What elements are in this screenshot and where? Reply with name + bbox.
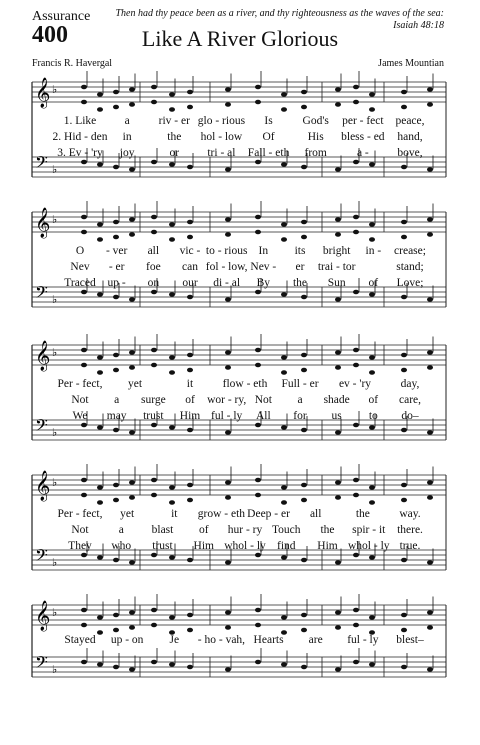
lyric-word: Is (264, 115, 273, 127)
lyric-word: blast (151, 524, 174, 536)
bass-clef-icon: 𝄢 (35, 282, 48, 306)
lyric-word: Him (317, 540, 338, 552)
svg-text:♭: ♭ (52, 347, 58, 359)
lyric-word: di - al (213, 277, 241, 289)
lyric-word: Touch (271, 524, 301, 536)
lyric-word: Hearts (253, 634, 284, 646)
lyric-word: peace, (395, 115, 425, 127)
lyric-word: do– (401, 410, 419, 422)
lyric-word: a (114, 394, 120, 406)
lyric-word: blest– (396, 634, 424, 646)
lyric-word: In (258, 245, 269, 257)
lyric-word: the (292, 277, 308, 289)
lyric-word: They (68, 540, 92, 552)
music-system-2 (0, 202, 480, 352)
lyric-word: His (307, 131, 324, 143)
svg-text:♭: ♭ (52, 664, 58, 676)
lyric-word: er (295, 261, 305, 273)
lyric-word: All (255, 410, 271, 422)
section-heading: Assurance (32, 9, 91, 24)
lyric-word: there. (397, 524, 423, 536)
lyric-word: its (294, 245, 306, 257)
lyric-word: to - rious (205, 245, 248, 257)
epigraph-text: Then had thy peace been as a river, and thy righteousness as the waves of the sea: (115, 8, 444, 19)
lyric-word: vic - (179, 245, 201, 257)
lyric-word: surge (140, 394, 166, 406)
lyric-word: hur - ry (227, 524, 263, 536)
bass-clef-icon: 𝄢 (35, 415, 48, 439)
svg-text:♭: ♭ (52, 214, 58, 226)
lyric-word: hand, (397, 131, 423, 143)
lyric-word: on (147, 277, 160, 289)
lyric-word: trust (143, 410, 164, 422)
lyric-word: Not (254, 394, 272, 406)
composer-credit: James Mountian (378, 58, 444, 69)
bass-clef-icon: 𝄢 (35, 545, 48, 569)
svg-text:♭: ♭ (52, 84, 58, 96)
lyric-word: riv - er (158, 115, 190, 127)
lyric-word: who (111, 540, 132, 552)
lyric-word: Per - fect, (57, 378, 103, 390)
lyric-word: the (355, 508, 370, 520)
lyric-word: Love; (396, 277, 424, 289)
lyric-word: Fall - eth (247, 147, 290, 159)
bass-clef-icon: 𝄢 (35, 152, 48, 176)
lyric-word: in (122, 131, 132, 143)
lyric-word: 3. Ev - 'ry (57, 147, 103, 159)
lyric-word: stand; (396, 261, 424, 273)
lyric-word: a - (356, 147, 369, 159)
lyric-word: bove, (397, 147, 423, 159)
lyric-word: 1. Like (63, 115, 97, 127)
staff-graphic (0, 595, 480, 745)
lyric-word: Stayed (64, 634, 96, 646)
lyric-word: God's (302, 115, 329, 127)
svg-text:♭: ♭ (52, 607, 58, 619)
lyric-word: fol - low, (205, 261, 248, 273)
bass-clef-icon: 𝄢 (35, 652, 48, 676)
lyric-word: - ver (105, 245, 128, 257)
svg-text:♭: ♭ (52, 477, 58, 489)
lyric-word: all (309, 508, 322, 520)
music-system-4 (0, 465, 480, 615)
lyric-word: wor - ry, (207, 394, 247, 406)
lyric-word: foe (145, 261, 161, 273)
lyric-word: whol - ly (224, 540, 266, 552)
lyric-word: ful - ly (347, 634, 379, 646)
lyric-word: from (304, 147, 327, 159)
lyric-word: Sun (327, 277, 346, 289)
lyric-word: of (368, 394, 379, 406)
lyric-word: day, (400, 378, 420, 390)
lyric-word: By (256, 277, 271, 289)
lyric-word: - ho - vah, (197, 634, 246, 646)
lyric-word: Not (71, 524, 89, 536)
lyric-word: a (124, 115, 130, 127)
lyric-word: care, (398, 394, 422, 406)
lyric-word: in - (365, 245, 382, 257)
lyric-word: crease; (394, 245, 426, 257)
lyric-word: - er (108, 261, 125, 273)
lyric-word: way. (399, 508, 421, 520)
lyricist-credit: Francis R. Havergal (32, 58, 113, 69)
lyric-word: to (368, 410, 378, 422)
lyric-word: all (147, 245, 160, 257)
lyric-word: can (182, 261, 198, 273)
lyric-word: of (198, 524, 209, 536)
lyric-word: or (169, 147, 180, 159)
lyric-word: O (75, 245, 85, 257)
lyric-word: ev - 'ry (338, 378, 372, 390)
lyric-word: may (106, 410, 127, 422)
lyric-word: yet (120, 508, 135, 520)
lyric-word: find (276, 540, 296, 552)
treble-clef-icon: 𝄞 (35, 78, 51, 108)
hymn-title: Like A River Glorious (141, 26, 339, 51)
music-system-3 (0, 335, 480, 485)
lyric-word: up - on (110, 634, 144, 646)
lyric-word: Nev (70, 261, 90, 273)
svg-text:♭: ♭ (52, 427, 58, 439)
treble-clef-icon: 𝄞 (35, 341, 51, 371)
lyric-word: 2. Hid - den (52, 131, 108, 143)
lyric-word: ful - ly (211, 410, 243, 422)
lyric-word: tri - al (207, 147, 236, 159)
lyric-word: flow - eth (222, 378, 268, 390)
lyric-word: per - fect (342, 115, 384, 127)
lyric-word: Full - er (281, 378, 319, 390)
treble-clef-icon: 𝄞 (35, 601, 51, 631)
lyric-word: We (72, 410, 88, 422)
lyric-word: trai - tor (317, 261, 356, 273)
lyric-word: shade (323, 394, 350, 406)
music-system-5 (0, 595, 480, 745)
svg-text:♭: ♭ (52, 164, 58, 176)
lyric-word: Deep - er (247, 508, 290, 520)
lyric-word: a (118, 524, 124, 536)
lyric-word: it (186, 378, 194, 390)
lyric-word: a (297, 394, 303, 406)
lyric-word: trust (152, 540, 173, 552)
lyric-word: bless - ed (341, 131, 385, 143)
hymn-number: 400 (32, 22, 68, 48)
epigraph-reference: Isaiah 48:18 (393, 20, 444, 31)
lyric-word: yet (127, 378, 143, 390)
lyric-word: it (171, 508, 178, 520)
lyric-word: our (182, 277, 198, 289)
lyric-word: are (308, 634, 323, 646)
lyric-word: Nev - (250, 261, 277, 273)
lyric-word: Him (193, 540, 214, 552)
lyric-word: hol - low (200, 131, 243, 143)
lyric-word: Traced (64, 277, 96, 289)
lyric-word: the (320, 524, 335, 536)
lyric-word: the (167, 131, 182, 143)
lyric-word: Not (71, 394, 89, 406)
music-system-1 (0, 72, 480, 222)
lyric-word: Him (179, 410, 201, 422)
svg-text:♭: ♭ (52, 294, 58, 306)
treble-clef-icon: 𝄞 (35, 208, 51, 238)
lyric-word: glo - rious (197, 115, 246, 127)
lyric-word: of (368, 277, 379, 289)
treble-clef-icon: 𝄞 (35, 471, 51, 501)
lyric-word: grow - eth (197, 508, 246, 520)
lyric-word: Je (169, 634, 180, 646)
lyric-word: up - (107, 277, 126, 289)
svg-text:♭: ♭ (52, 557, 58, 569)
lyric-word: joy (119, 147, 135, 159)
lyric-word: Of (262, 131, 275, 143)
lyric-word: whol - ly (347, 540, 390, 552)
lyric-word: of (185, 394, 195, 406)
lyric-word: for (293, 410, 307, 422)
lyric-word: bright (322, 245, 351, 257)
lyric-word: spir - it (352, 524, 386, 536)
lyric-word: us (331, 410, 342, 422)
lyric-word: Per - fect, (57, 508, 103, 520)
lyric-word: true. (399, 540, 421, 552)
